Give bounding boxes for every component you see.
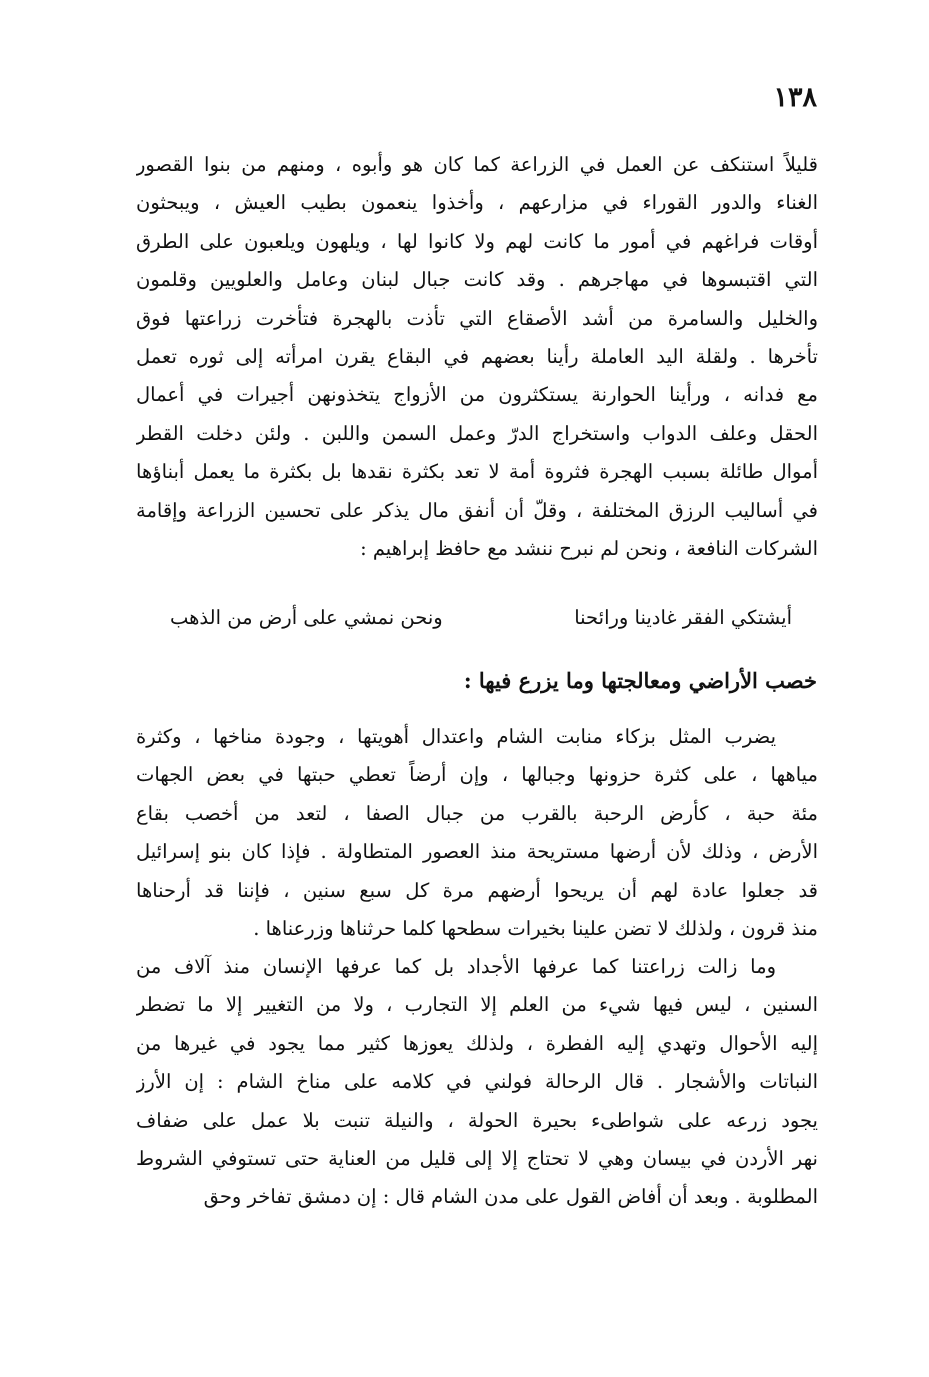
section-heading: خصب الأراضي ومعالجتها وما يزرع فيها : [463, 668, 817, 693]
text-line: قليلاً استنكف عن العمل في الزراعة كما كان هو وأبوه ، ومنهم من بنوا القصور [136, 153, 818, 176]
text-line: إليه الأحوال وتهدي إليه الفطرة ، ولذلك يعوزها كثير مما يجود في غيرها من [136, 1031, 818, 1055]
text-line: أموال طائلة بسبب الهجرة فثروة أمة لا تعد بكثرة نقدها بل بكثرة ما يعمل أبناؤها [136, 460, 818, 484]
paragraph-migration [136, 146, 818, 568]
text-line: والخليل والسامرة من أشد الأصقاع التي تأذت بالهجرة فتأخرت زراعتها فوق [136, 306, 818, 330]
text-line: النباتات والأشجار . قال الرحالة فولني في كلامه على مناخ الشام : إن الأرز [136, 1070, 818, 1094]
text-line: السنين ، ليس فيها شيء من العلم إلا التجارب ، ولا من التغيير إلا ما تضطر [136, 993, 818, 1017]
text-line: منذ قرون ، ولذلك لا تضن علينا بخيرات سطحها كلما حرثناها وزرعناها . [253, 917, 818, 941]
verse-second-hemistich: ونحن نمشي على أرض من الذهب [170, 606, 443, 629]
text-line: في أساليب الرزق المختلفة ، وقلّ أن أنفق مال يذكر على تحسين الزراعة وإقامة [136, 498, 818, 522]
text-line: الحقل وعلف الدواب واستخراج الدرّ وعمل السمن واللبن . ولئن دخلت القطر [136, 421, 818, 445]
text-line: مئة حبة ، كأرض الرحبة بالقرب من جبال الصفا ، لتعد من أخصب بقاع [136, 801, 818, 825]
text-line: قد جعلوا عادة لهم أن يريحوا أرضهم مرة كل سبع سنين ، فإننا قد أرحناها [136, 878, 818, 902]
text-line: أوقات فراغهم في أمور ما كانت لهم ولا كانوا لها ، ويلهون ويلعبون على الطرق [136, 229, 818, 253]
text-line: الأرض ، وذلك لأن أرضها مستريحة منذ العصور المتطاولة . فإذا كان بنو إسرائيل [136, 840, 818, 864]
text-line: يجود زرعه على شواطىء بحيرة الحولة ، والنيلة تنبت بلا عمل على ضفاف [136, 1108, 818, 1132]
text-line: يضرب المثل بزكاء منابت الشام واعتدال أهويتها ، وجودة مناخها ، وكثرة [136, 725, 776, 748]
verse-first-hemistich: أيشتكي الفقر غادينا ورائحنا [574, 606, 792, 629]
text-line: المطلوبة . وبعد أن أفاض القول على مدن الشام قال : إن دمشق تفاخر وحق [203, 1185, 818, 1209]
text-line: مع فدانه ، ورأينا الحوارنة يستكثرون من الأزواج يتخذونهن أجيرات في أعمال [136, 383, 818, 407]
page-number: ١٣٨ [773, 82, 817, 113]
poem-verse [170, 600, 792, 640]
text-line: تأخرها . ولقلة اليد العاملة رأينا بعضهم في البقاع يقرن امرأته إلى ثوره تعمل [136, 345, 818, 369]
text-line: التي اقتبسوها في مهاجرهم . وقد كانت جبال لبنان وعامل والعلويين وقلمون [136, 268, 818, 292]
text-line: مياهها ، على كثرة حزونها وجبالها ، وإن أرضاً تعطي حبتها في بعض الجهات [136, 763, 818, 787]
text-line: نهر الأردن في بيسان وهي لا تحتاج إلا إلى قليل من العناية حتى تستوفي الشروط [136, 1147, 818, 1171]
text-line: الغناء والدور القوراء في مزارعهم ، وأخذوا ينعمون بطيب العيش ، ويبحثون [136, 191, 818, 215]
text-line: وما زالت زراعتنا كما عرفها الأجداد بل كما عرفها الإنسان منذ آلاف من [136, 955, 776, 978]
paragraph-agriculture [136, 948, 818, 1217]
text-line: الشركات النافعة ، ونحن لم نبرح ننشد مع حافظ إبراهيم : [360, 537, 818, 561]
paragraph-fertility [136, 718, 818, 948]
